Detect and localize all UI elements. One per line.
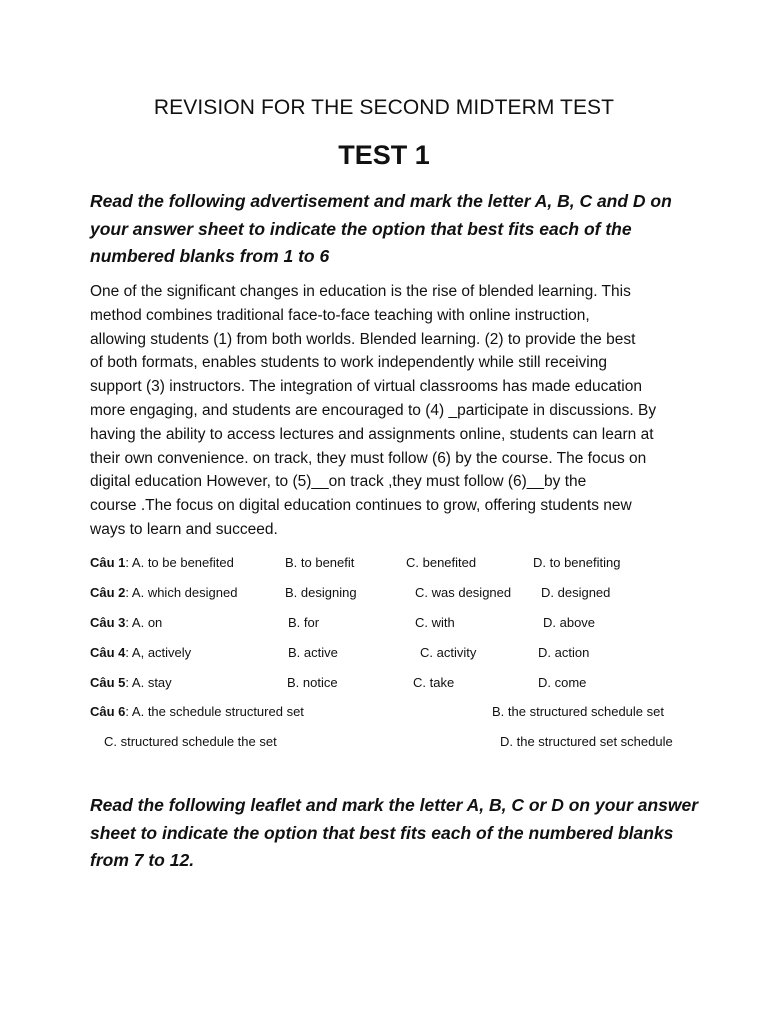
question-2-option-a	[90, 585, 237, 600]
question-separator: :	[125, 615, 132, 630]
instruction-part-1: Read the following advertisement and mark the letter A, B, C and D on your answer sheet to indicate the option that best fits each of the numbered blanks from 1 to 6	[90, 191, 672, 266]
passage-line: of both formats, enables students to work independently while still receiving	[90, 354, 607, 372]
option-a-text: A. on	[131, 615, 163, 630]
option-a-text: A. the schedule structured set	[131, 704, 304, 719]
question-2-option-b: B. designing	[285, 585, 357, 600]
question-6-option-a	[90, 704, 304, 719]
passage-line: course .The focus on digital education continues to grow, offering students new	[90, 497, 632, 515]
option-a-text: A, actively	[131, 645, 192, 660]
question-separator: :	[125, 645, 132, 660]
question-6-option-b: B. the structured schedule set	[492, 704, 664, 719]
question-4-option-c: C. activity	[420, 645, 477, 660]
question-1-option-b: B. to benefit	[285, 555, 355, 570]
reading-passage	[90, 280, 690, 542]
option-a-text: A. which designed	[131, 585, 238, 600]
passage-line: more engaging, and students are encouraged to (4) _participate in discussions. By	[90, 401, 657, 419]
question-number: Câu 5	[90, 675, 126, 690]
passage-line: method combines traditional face-to-face teaching with online instruction,	[90, 306, 590, 324]
question-3-option-d: D. above	[543, 615, 596, 630]
passage-line: digital education However, to (5)__on track ,they must follow (6)__by the	[90, 473, 587, 491]
test-heading: TEST 1	[338, 140, 430, 170]
question-3-option-b: B. for	[288, 615, 320, 630]
question-number: Câu 2	[90, 585, 126, 600]
question-number: Câu 4	[90, 645, 126, 660]
question-5-option-b: B. notice	[287, 675, 338, 690]
question-separator: :	[125, 704, 132, 719]
passage-line: ways to learn and succeed.	[90, 520, 278, 538]
passage-line: One of the significant changes in education is the rise of blended learning. This	[90, 283, 631, 300]
question-6-option-d: D. the structured set schedule	[500, 734, 673, 749]
question-1-option-c: C. benefited	[406, 555, 477, 570]
question-5-option-a	[90, 675, 172, 690]
question-1-option-a	[90, 555, 234, 570]
question-4-option-a	[90, 645, 191, 660]
question-4-option-b: B. active	[288, 645, 338, 660]
question-number: Câu 6	[90, 704, 126, 719]
question-separator: :	[125, 675, 132, 690]
option-a-text: A. to be benefited	[131, 555, 234, 570]
question-separator: :	[125, 585, 132, 600]
passage-line: support (3) instructors. The integration of virtual classrooms has made education	[90, 378, 642, 396]
question-6-option-c: C. structured schedule the set	[104, 734, 277, 749]
question-number: Câu 3	[90, 615, 126, 630]
question-4-option-d: D. action	[538, 645, 590, 660]
question-3-option-a	[90, 615, 162, 630]
question-2-option-d: D. designed	[541, 585, 611, 600]
option-a-text: A. stay	[131, 675, 172, 690]
question-1-option-d: D. to benefiting	[533, 555, 621, 570]
question-5-option-d: D. come	[538, 675, 587, 690]
question-3-option-c: C. with	[415, 615, 455, 630]
question-2-option-c: C. was designed	[415, 585, 512, 600]
document-title: REVISION FOR THE SECOND MIDTERM TEST	[153, 96, 615, 119]
instruction-part-2: Read the following leaflet and mark the letter A, B, C or D on your answer sheet to indicate the option that best fits each of the numbered blanks from 7 to 12.	[90, 795, 699, 870]
passage-line: allowing students (1) from both worlds. Blended learning. (2) to provide the best	[90, 330, 636, 348]
question-separator: :	[125, 555, 132, 570]
passage-line: having the ability to access lectures and assignments online, students can learn at	[90, 425, 654, 443]
question-5-option-c: C. take	[413, 675, 455, 690]
question-number: Câu 1	[90, 555, 126, 570]
passage-line: their own convenience. on track, they must follow (6) by the course. The focus on	[90, 449, 647, 467]
